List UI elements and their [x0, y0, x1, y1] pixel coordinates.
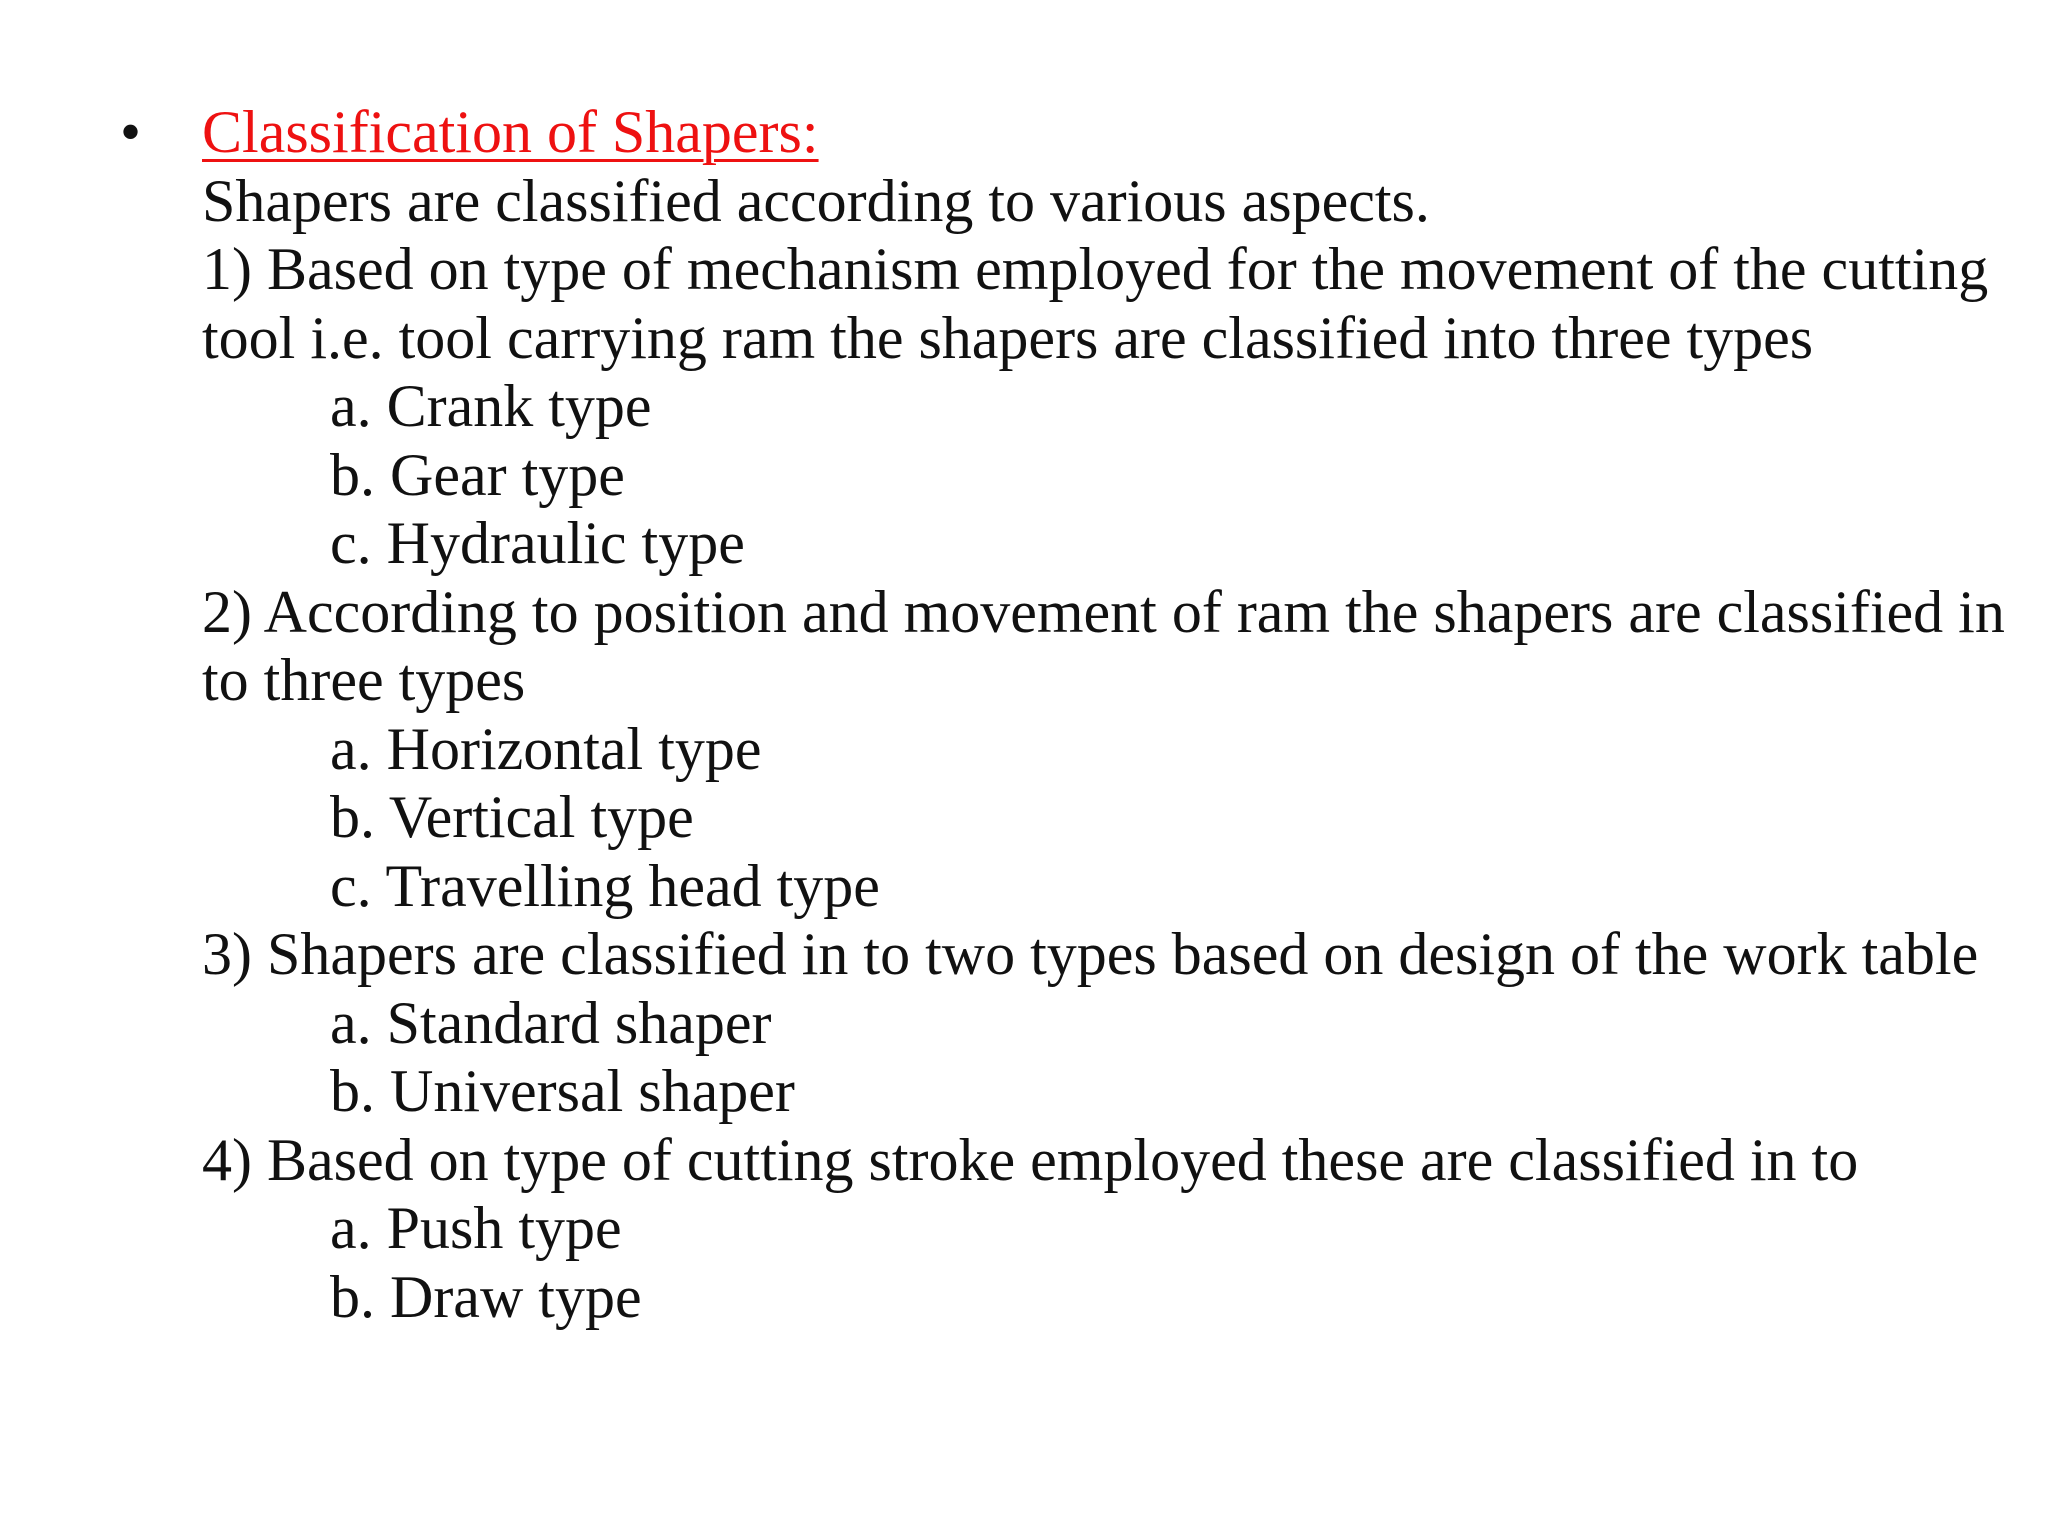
section-2-line-1: 2) According to position and movement of ram the shapers are classified in: [202, 578, 2005, 645]
slide-content: [202, 98, 2005, 1331]
section-3-line-1: 3) Shapers are classified in to two types based on design of the work table: [202, 921, 1979, 987]
bullet-icon: •: [120, 99, 142, 165]
section-4-line-1: 4) Based on type of cutting stroke employed these are classified in to: [202, 1126, 1859, 1193]
section-1-line-1: 1) Based on type of mechanism employed for the movement of the cutting: [202, 236, 1989, 302]
section-2-item-a: a. Horizontal type: [330, 715, 762, 782]
section-4-item-a: a. Push type: [330, 1195, 622, 1261]
intro-text: Shapers are classified according to various aspects.: [202, 167, 1430, 234]
section-1-line-2: tool i.e. tool carrying ram the shapers are classified into three types: [202, 304, 1814, 371]
section-1-item-a: a. Crank type: [330, 373, 652, 439]
section-4-item-b: b. Draw type: [330, 1263, 642, 1330]
section-1-item-b: b. Gear type: [330, 441, 625, 508]
section-2-line-2: to three types: [202, 647, 526, 713]
section-2-item-b: b. Vertical type: [330, 784, 694, 850]
section-3-item-a: a. Standard shaper: [330, 989, 772, 1056]
section-1-item-c: c. Hydraulic type: [330, 510, 745, 576]
slide-title: Classification of Shapers:: [202, 99, 819, 165]
section-3-item-b: b. Universal shaper: [330, 1058, 795, 1124]
section-2-item-c: c. Travelling head type: [330, 852, 880, 919]
